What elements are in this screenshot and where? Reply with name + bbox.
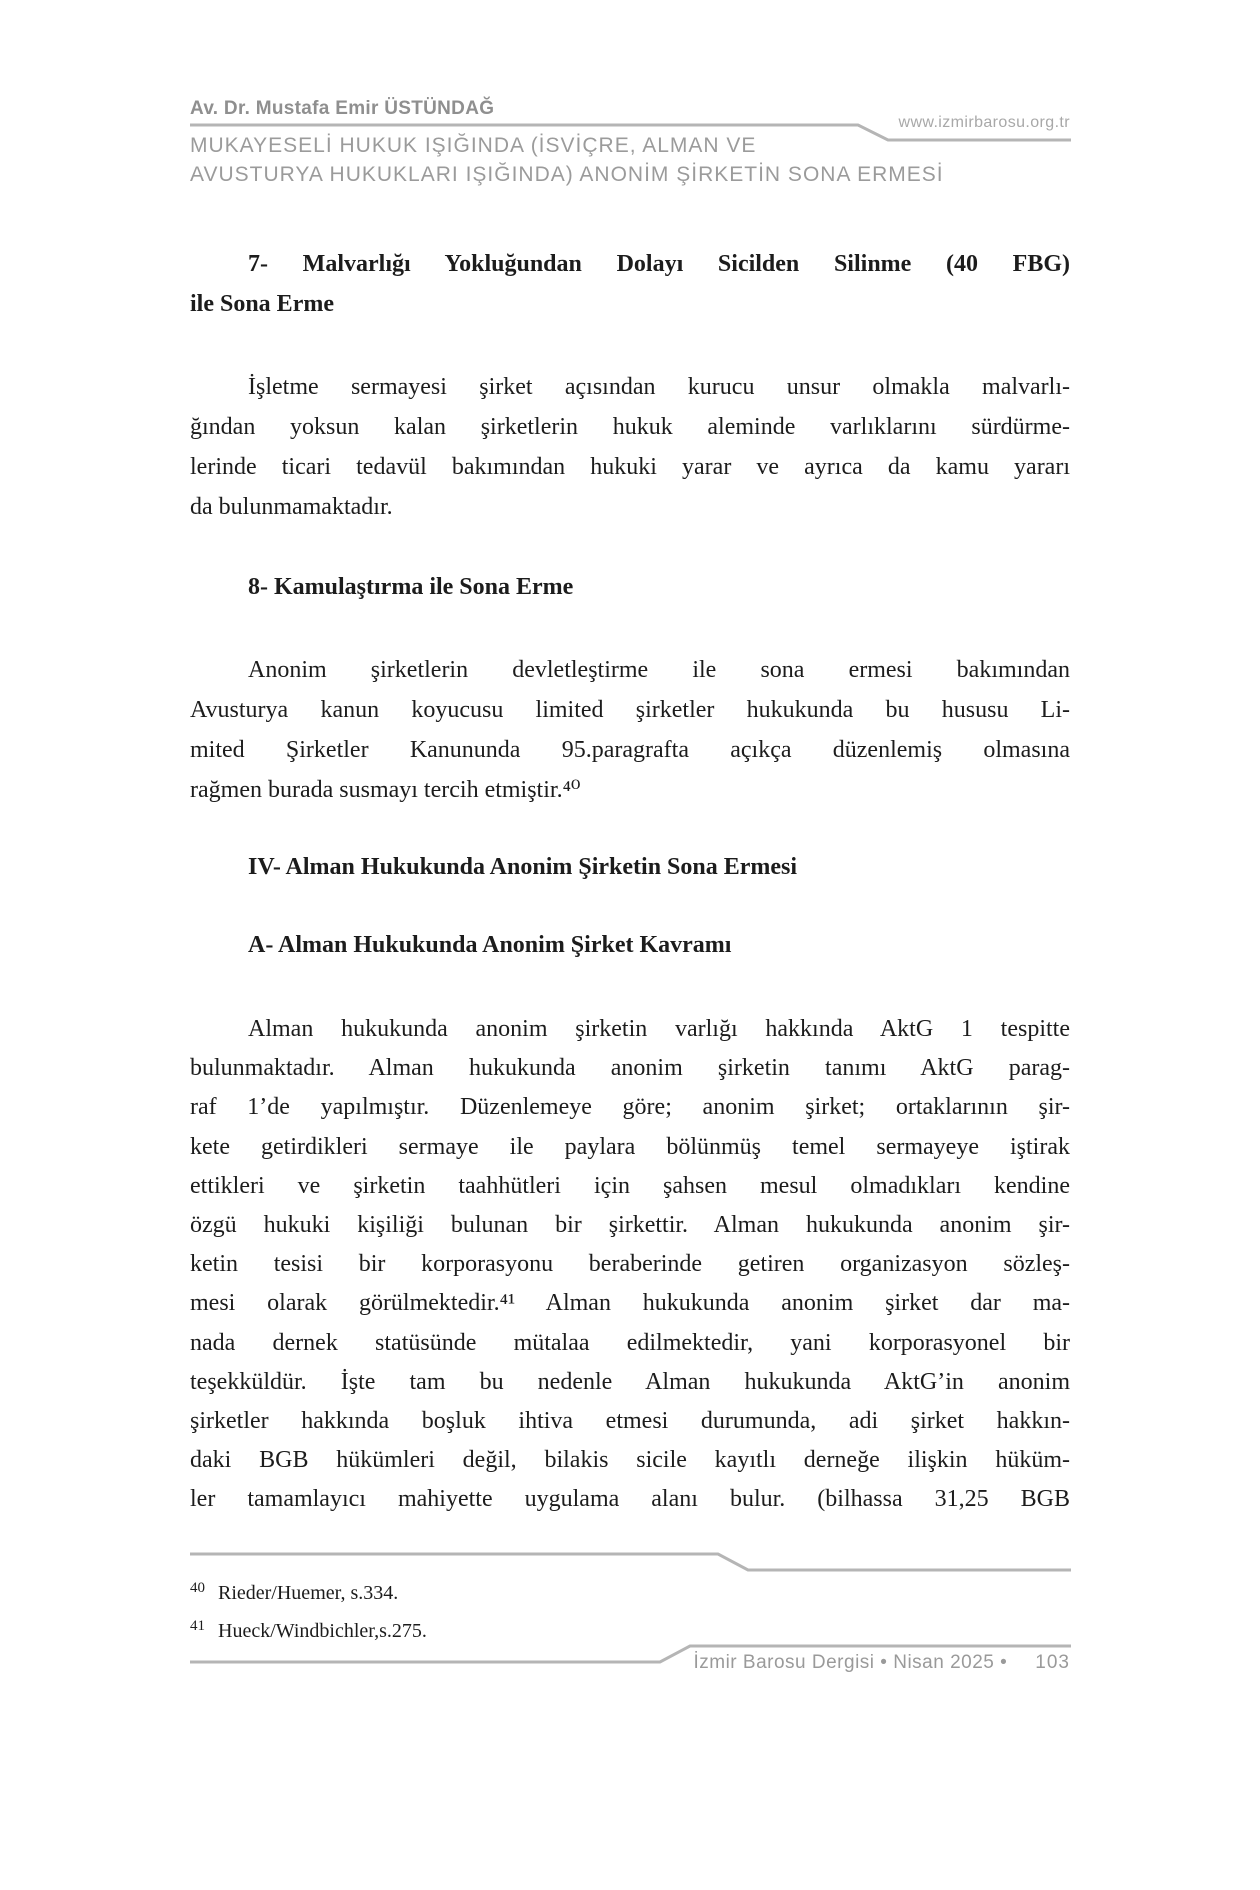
text-line: ğından yoksun kalan şirketlerin hukuk aleminde varlıklarını sürdürme- — [190, 414, 1070, 440]
text-line: özgü hukuki kişiliği bulunan bir şirkettir. Alman hukukunda anonim şir- — [190, 1212, 1070, 1239]
text-line: MUKAYESELİ HUKUK IŞIĞINDA (İSVİÇRE, ALMAN VE — [190, 134, 757, 157]
text-line: bulunmaktadır. Alman hukukunda anonim şirketin tanımı AktG parag- — [190, 1055, 1070, 1082]
paragraph-8 — [190, 650, 1070, 810]
text-line: Avusturya kanun koyucusu limited şirketler hukukunda bu hususu Li- — [190, 697, 1070, 723]
text-line: raf 1’de yapılmıştır. Düzenlemeye göre; anonim şirket; ortaklarının şir- — [190, 1094, 1070, 1121]
footnote-40 — [190, 1582, 1070, 1605]
paragraph-a — [190, 1010, 1070, 1520]
section-heading-8: 8- Kamulaştırma ile Sona Erme — [248, 574, 574, 600]
footnote-number: 41 — [190, 1618, 205, 1634]
footnote-number: 40 — [190, 1580, 205, 1596]
text-line: İşletme sermayesi şirket açısından kurucu unsur olmakla malvarlı- — [248, 374, 1070, 400]
text-line: lerinde ticari tedavül bakımından hukuki yarar ve ayrıca da kamu yararı — [190, 454, 1070, 480]
footnote-separator-line — [190, 1554, 1071, 1570]
text-line: kete getirdikleri sermaye ile paylara bölünmüş temel sermayeye iştirak — [190, 1133, 1070, 1160]
journal-name-and-issue: İzmir Barosu Dergisi • Nisan 2025 • — [693, 1652, 1008, 1673]
text-line: ler tamamlayıcı mahiyette uygulama alanı bulur. (bilhassa 31,25 BGB — [190, 1486, 1070, 1513]
text-line: Alman hukukunda anonim şirketin varlığı hakkında AktG 1 tespitte — [248, 1016, 1070, 1042]
page-number: 103 — [1035, 1652, 1070, 1673]
section-heading-7 — [190, 244, 1070, 324]
text-line: Anonim şirketlerin devletleştirme ile sona ermesi bakımından — [248, 657, 1070, 683]
section-heading-a: A- Alman Hukukunda Anonim Şirket Kavramı — [248, 932, 732, 958]
text-line: da bulunmamaktadır. — [190, 494, 393, 520]
text-line: AVUSTURYA HUKUKLARI IŞIĞINDA) ANONİM ŞİRKETİN SONA ERMESİ — [190, 163, 944, 186]
footnote-41 — [190, 1620, 1070, 1643]
text-line: 7- Malvarlığı Yokluğundan Dolayı Sicilden Silinme (40 FBG) — [248, 251, 1070, 277]
text-line: teşekküldür. İşte tam bu nedenle Alman hukukunda AktG’in anonim — [190, 1368, 1070, 1395]
footnote-text: Rieder/Huemer, s.334. — [218, 1582, 399, 1604]
text-line: ile Sona Erme — [190, 291, 334, 317]
text-line: ketin tesisi bir korporasyonu beraberinde getiren organizasyon sözleş- — [190, 1251, 1070, 1278]
section-heading-iv: IV- Alman Hukukunda Anonim Şirketin Sona Ermesi — [248, 854, 798, 880]
text-line: daki BGB hükümleri değil, bilakis sicile kayıtlı derneğe ilişkin hüküm- — [190, 1447, 1070, 1474]
text-line: nada dernek statüsünde mütalaa edilmektedir, yani korporasyonel bir — [190, 1329, 1070, 1356]
text-line: ettikleri ve şirketin taahhütleri için şahsen mesul olmadıkları kendine — [190, 1172, 1070, 1199]
header-author: Av. Dr. Mustafa Emir ÜSTÜNDAĞ — [190, 98, 495, 119]
footnote-text: Hueck/Windbichler,s.275. — [218, 1620, 427, 1642]
header-article-title — [190, 131, 1090, 189]
text-line: mited Şirketler Kanununda 95.paragrafta açıkça düzenlemiş olmasına — [190, 737, 1070, 763]
paragraph-7 — [190, 367, 1070, 527]
text-line: şirketler hakkında boşluk ihtiva etmesi durumunda, adi şirket hakkın- — [190, 1408, 1070, 1435]
text-line: rağmen burada susmayı tercih etmiştir.⁴⁰ — [190, 777, 581, 803]
text-line: mesi olarak görülmektedir.⁴¹ Alman hukukunda anonim şirket dar ma- — [190, 1290, 1070, 1317]
page-footer — [190, 1652, 1070, 1674]
header-website-url: www.izmirbarosu.org.tr — [898, 114, 1070, 131]
